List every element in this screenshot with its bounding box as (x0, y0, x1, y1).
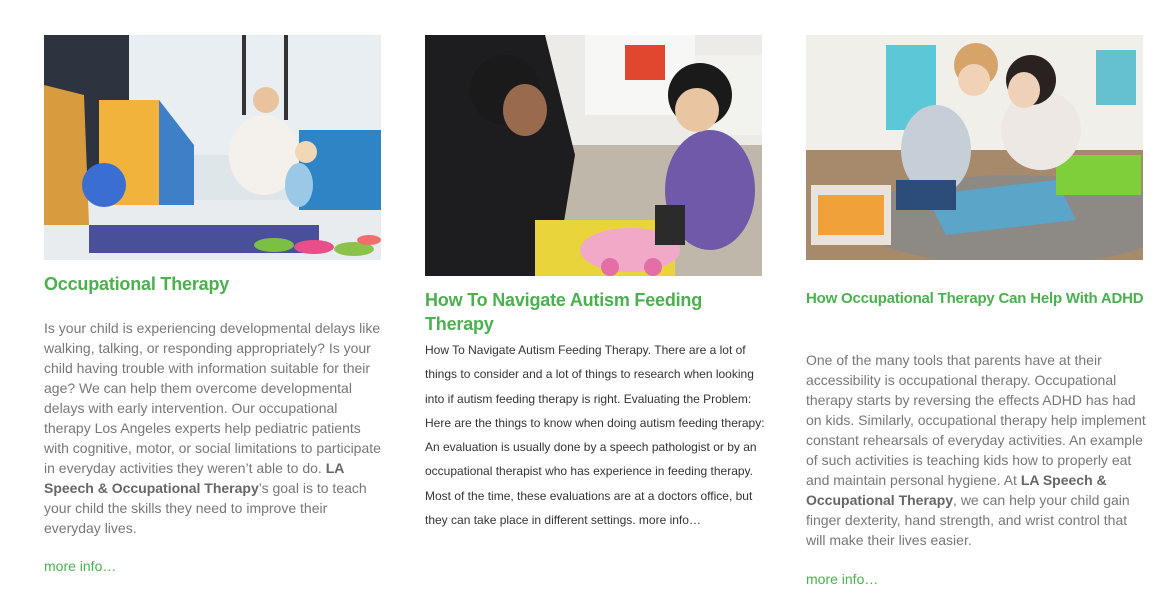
more-info-wrapper (806, 571, 878, 589)
card-description (806, 350, 1146, 550)
card-description-text-end: , we can help your child gain finger dexterity, hand strength, and wrist control that will make their lives easier. (806, 492, 1130, 548)
occupational-therapy-image[interactable] (44, 35, 381, 260)
brand-name: LA Speech & Occupational Therapy (806, 472, 1107, 508)
photo-autism-feeding-therapy (425, 35, 762, 276)
brand-name: LA Speech & Occupational Therapy (44, 460, 344, 496)
photo-adhd-occupational-therapy (806, 35, 1143, 260)
more-info-link[interactable]: more info… (806, 571, 879, 587)
more-info-link[interactable]: more info… (638, 513, 701, 528)
card-description-text: One of the many tools that parents have at their accessibility is occupational therapy. Occupational therapy starts by reversing the effects ADHD has had on kids. Similarly, occupational therapy help implement constant rehearsals of everyday activities. An example of such activities is teaching kids how to properly eat and maintain personal hygiene. At (806, 352, 1146, 488)
photo-occupational-therapy-swing (44, 35, 381, 260)
card-description-text-end: ’s goal is to teach your child the skills they need to improve their everyday lives. (44, 480, 367, 536)
card-description-text: Is your child is experiencing developmental delays like walking, talking, or responding appropriately? Is your child having trouble with information suitable for their age? We can help them overcome developmental delays with early intervention. Our occupational therapy Los Angeles experts help pediatric patients with cognitive, motor, or social limitations to participate in everyday activities they weren’t able to do. (44, 320, 381, 476)
card-title[interactable]: Occupational Therapy (44, 274, 230, 294)
card-description (44, 318, 384, 538)
card-description-text: How To Navigate Autism Feeding Therapy. There are a lot of things to consider and a lot of things to research when looking into if autism feeding therapy is right. Evaluating the Problem: Here are the things to know when doing autism feeding therapy: An evaluation is usually done by a speech pathologist or by an occupational therapist who has experience in feeding therapy. Most of the time, these evaluations are at a doctors office, but they can take place in different settings. (425, 343, 765, 528)
card-title[interactable]: How To Navigate Autism Feeding Therapy (425, 290, 703, 334)
more-info-link[interactable]: more info… (44, 558, 117, 574)
more-info-wrapper (44, 558, 116, 576)
card-description (425, 338, 765, 532)
card-title[interactable]: How Occupational Therapy Can Help With ADHD (806, 290, 1144, 307)
autism-feeding-image[interactable] (425, 35, 762, 276)
adhd-therapy-image[interactable] (806, 35, 1143, 260)
